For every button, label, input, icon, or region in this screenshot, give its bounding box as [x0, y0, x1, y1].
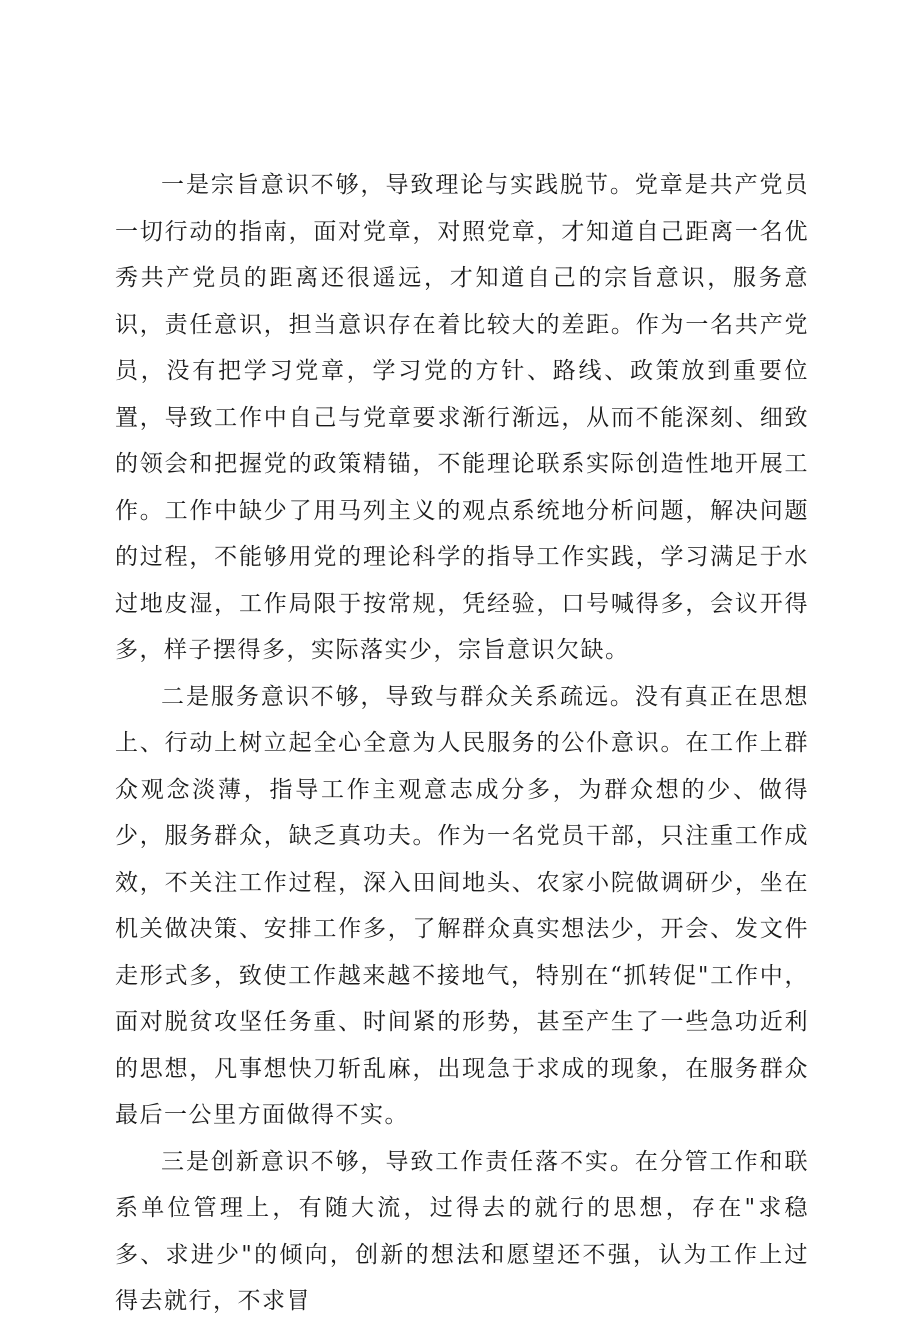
paragraph-service-awareness: 二是服务意识不够，导致与群众关系疏远。没有真正在思想上、行动上树立起全心全意为人民服务的公仆意识。在工作上群众观念淡薄，指导工作主观意志成分多，为群众想的少、做得少，服务群众，缺乏真功夫。作为一名党员干部，只注重工作成效，不关注工作过程，深入田间地头、农家小院做调研少，坐在机关做决策、安排工作多，了解群众真实想法少，开会、发文件走形式多，致使工作越来越不接地气，特别在“抓转促"工作中，面对脱贫攻坚任务重、时间紧的形势，甚至产生了一些急功近利的思想，凡事想快刀斩乱麻，出现急于求成的现象，在服务群众最后一公里方面做得不实。 [115, 683, 809, 1128]
paragraph-innovation-awareness: 三是创新意识不够，导致工作责任落不实。在分管工作和联系单位管理上，有随大流，过得去的就行的思想，存在"求稳多、求进少"的倾向，创新的想法和愿望还不强，认为工作上过得去就行，不求冒 [115, 1148, 809, 1314]
paragraph-purpose-awareness: 一是宗旨意识不够，导致理论与实践脱节。党章是共产党员一切行动的指南，面对党章，对照党章，才知道自己距离一名优秀共产党员的距离还很遥远，才知道自己的宗旨意识，服务意识，责任意识，担当意识存在着比较大的差距。作为一名共产党员，没有把学习党章，学习党的方针、路线、政策放到重要位置，导致工作中自己与党章要求渐行渐远，从而不能深刻、细致的领会和把握党的政策精锚，不能理论联系实际创造性地开展工作。工作中缺少了用马列主义的观点系统地分析问题，解决问题的过程，不能够用党的理论科学的指导工作实践，学习满足于水过地皮湿，工作局限于按常规，凭经验，口号喊得多，会议开得多，样子摆得多，实际落实少，宗旨意识欠缺。 [115, 172, 809, 663]
document-body [115, 162, 809, 1325]
